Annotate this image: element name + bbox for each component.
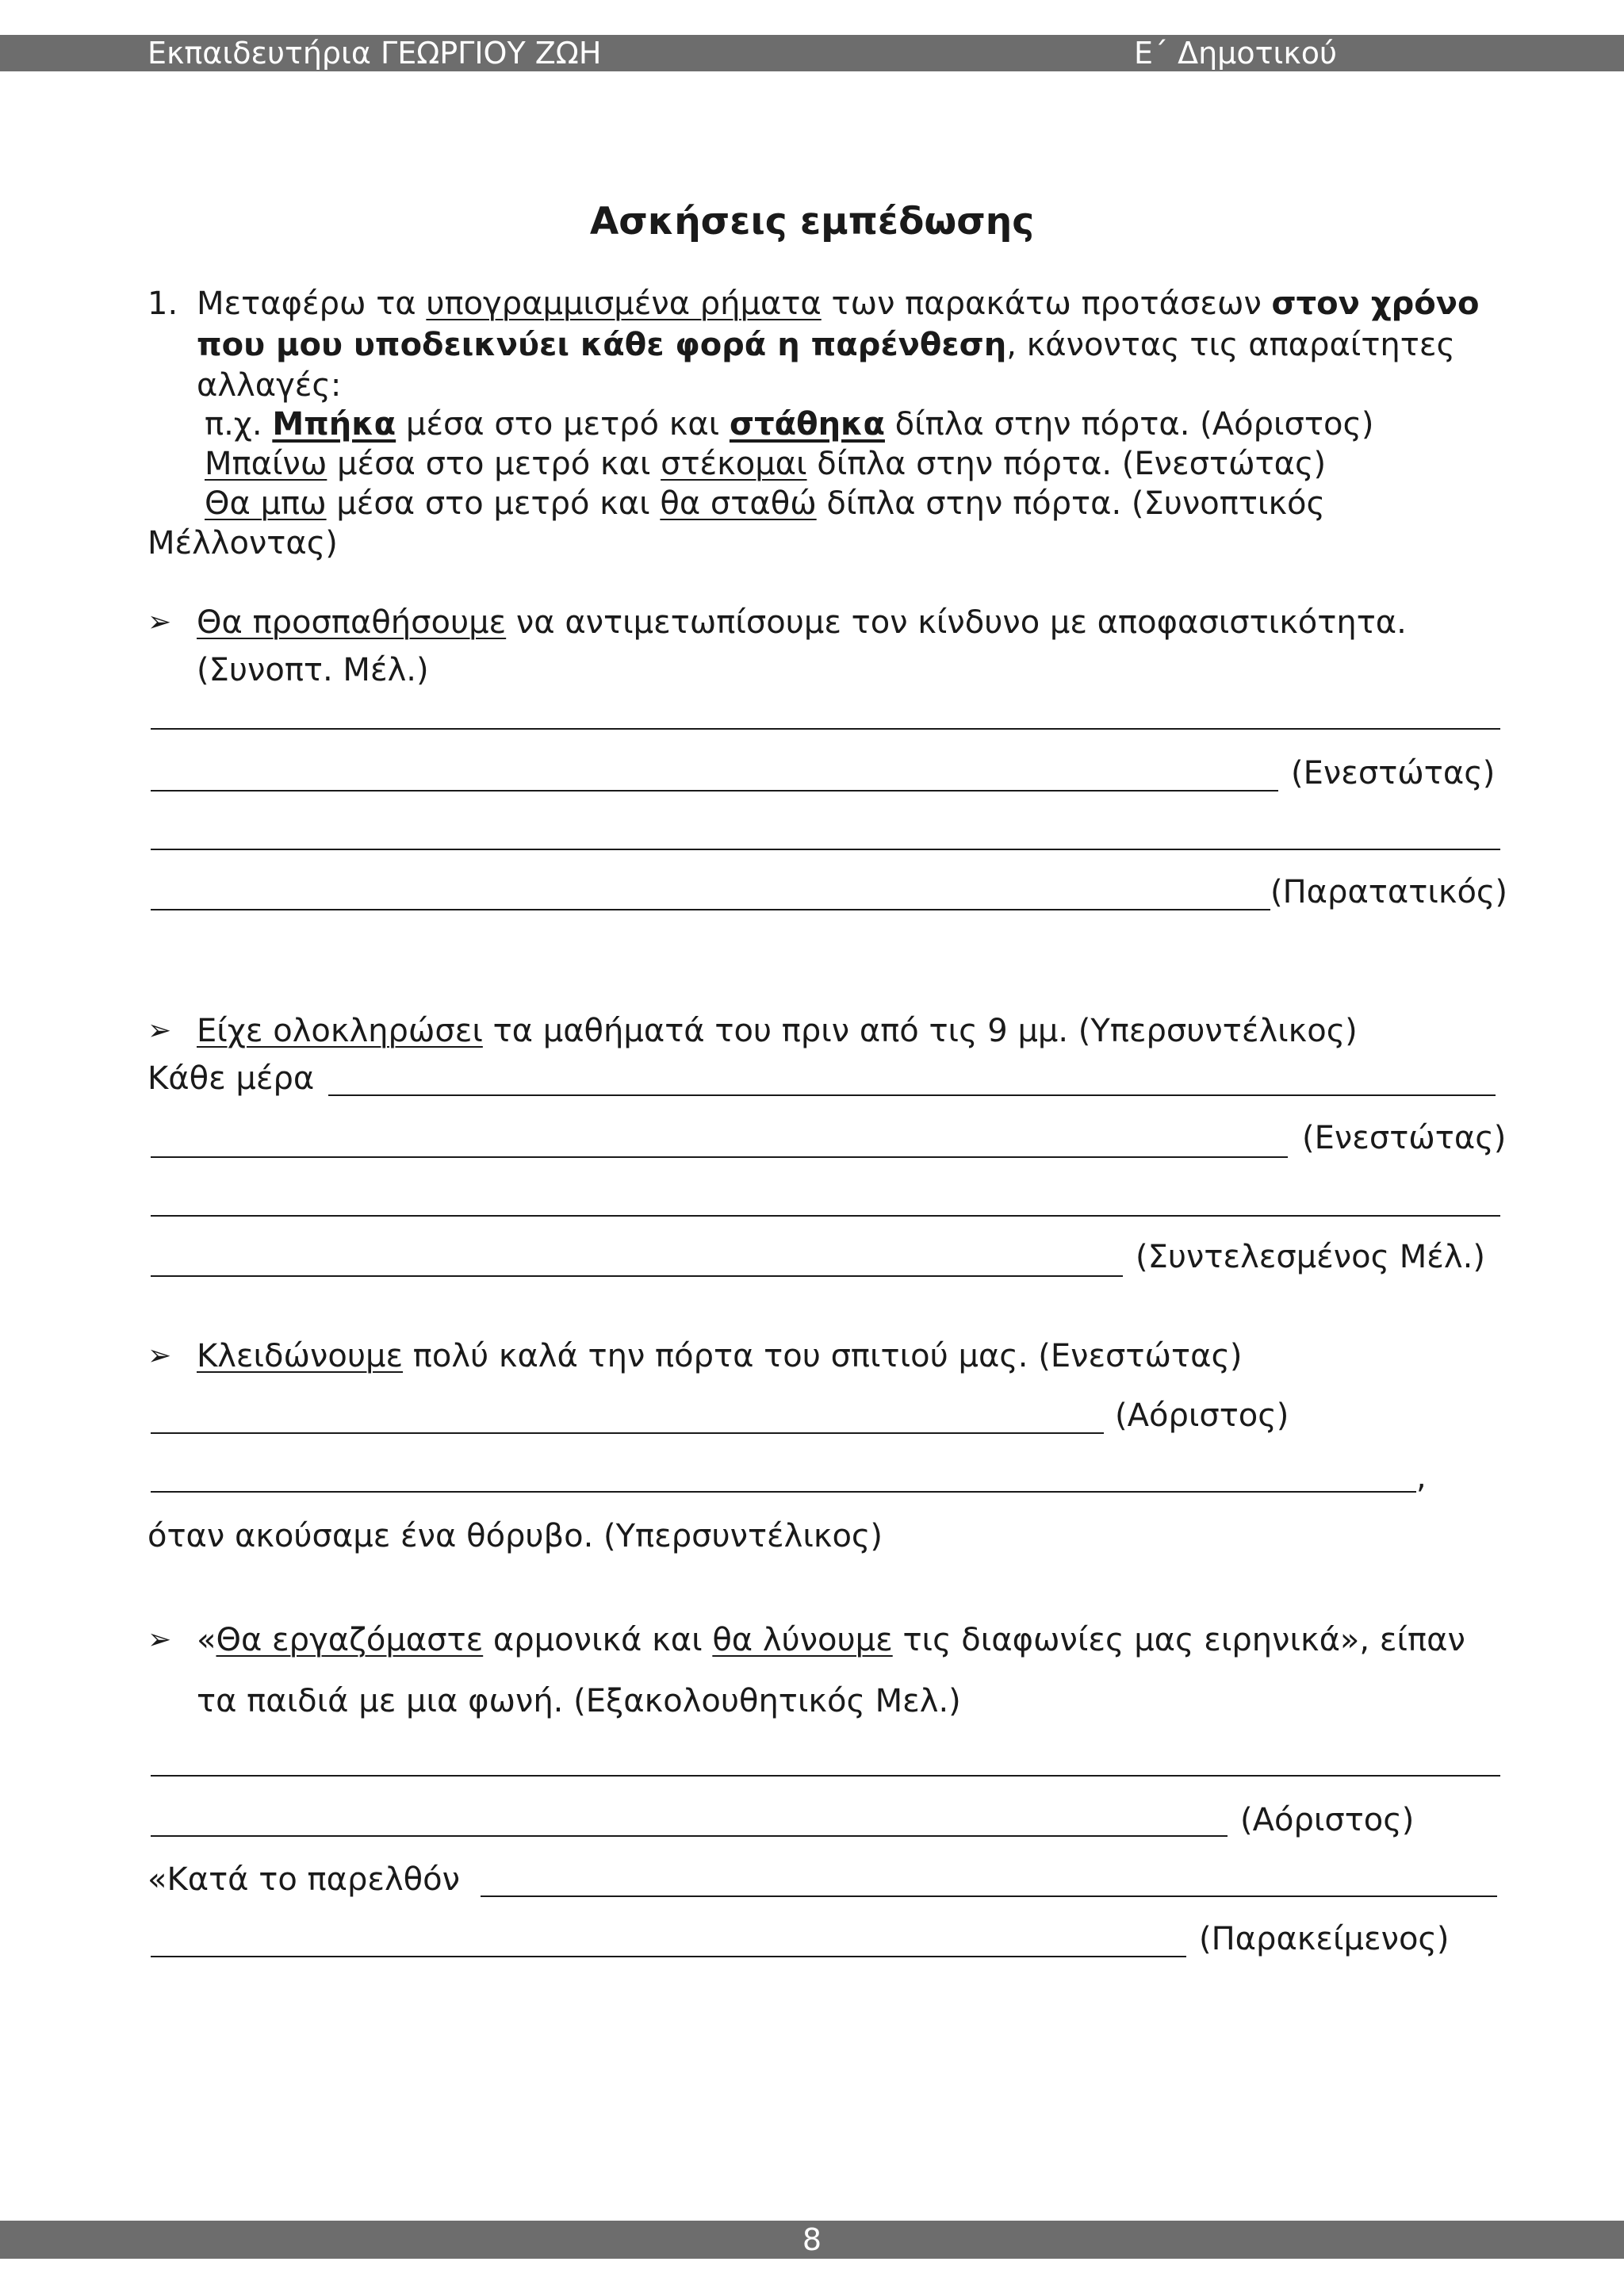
exercise-4-label-b: (Παρακείμενος) <box>1199 1921 1450 1957</box>
exercise-3-label-a: (Αόριστος) <box>1115 1397 1289 1434</box>
answer-line[interactable] <box>151 1432 1104 1434</box>
answer-line[interactable] <box>151 1215 1500 1217</box>
exercise-3-sentence: Κλειδώνουμε πολύ καλά την πόρτα του σπιτιού μας. (Ενεστώτας) <box>197 1338 1243 1374</box>
exercise-3-comma: , <box>1416 1459 1427 1496</box>
exercise-2-label-b: (Συντελεσμένος Μέλ.) <box>1136 1239 1485 1275</box>
header-school-name: Εκπαιδευτήρια ΓΕΩΡΓΙΟΥ ΖΩΗ <box>147 36 602 71</box>
exercise-2-sentence: Είχε ολοκληρώσει τα μαθήματά του πριν από τις 9 μμ. (Υπερσυντέλικος) <box>197 1013 1358 1049</box>
instruction-line-2: που μου υποδεικνύει κάθε φορά η παρένθεση, κάνοντας τις απαραίτητες <box>197 327 1455 363</box>
page-number: 8 <box>802 2222 822 2257</box>
exercise-4-sentence: «Θα εργαζόμαστε αρμονικά και θα λύνουμε τις διαφωνίες μας ειρηνικά», είπαν <box>197 1622 1465 1658</box>
arrow-bullet-icon: ➢ <box>147 606 172 638</box>
answer-line[interactable] <box>151 849 1500 850</box>
instruction-line-1: Μεταφέρω τα υπογραμμισμένα ρήματα των παρακάτω προτάσεων στον χρόνο <box>197 286 1480 322</box>
instruction-line-3: αλλαγές: <box>197 367 342 404</box>
example-line-1: π.χ. Μπήκα μέσα στο μετρό και στάθηκα δίπλα στην πόρτα. (Αόριστος) <box>205 406 1374 443</box>
page-title: Ασκήσεις εμπέδωσης <box>589 200 1035 243</box>
answer-line[interactable] <box>151 1275 1123 1277</box>
page-footer <box>0 2221 1624 2259</box>
answer-line[interactable] <box>151 1835 1228 1837</box>
arrow-bullet-icon: ➢ <box>147 1340 172 1372</box>
page-header <box>0 35 1624 71</box>
answer-line[interactable] <box>151 1491 1416 1493</box>
exercise-3-continuation: όταν ακούσαμε ένα θόρυβο. (Υπερσυντέλικος) <box>147 1518 883 1554</box>
answer-line[interactable] <box>328 1094 1496 1096</box>
exercise-4-tense: τα παιδιά με μια φωνή. (Εξακολουθητικός Μελ.) <box>197 1683 961 1719</box>
example-line-2: Μπαίνω μέσα στο μετρό και στέκομαι δίπλα στην πόρτα. (Ενεστώτας) <box>205 446 1327 482</box>
answer-line[interactable] <box>481 1895 1497 1897</box>
exercise-2-label-a: (Ενεστώτας) <box>1302 1120 1507 1156</box>
answer-line[interactable] <box>151 909 1270 910</box>
arrow-bullet-icon: ➢ <box>147 1014 172 1047</box>
answer-line[interactable] <box>151 790 1278 792</box>
exercise-4-start: «Κατά το παρελθόν <box>147 1861 460 1898</box>
answer-line[interactable] <box>151 728 1500 730</box>
header-grade: Ε΄ Δημοτικού <box>1134 36 1337 71</box>
exercise-2-start: Κάθε μέρα <box>147 1060 315 1097</box>
arrow-bullet-icon: ➢ <box>147 1623 172 1656</box>
answer-line[interactable] <box>151 1775 1500 1777</box>
instruction-number: 1. <box>147 286 178 322</box>
exercise-1-tense: (Συνοπτ. Μέλ.) <box>197 652 429 688</box>
exercise-1-label-b: (Παρατατικός) <box>1270 874 1508 910</box>
example-line-4: Μέλλοντας) <box>147 525 338 562</box>
exercise-1-label-a: (Ενεστώτας) <box>1291 755 1496 792</box>
exercise-1-sentence: Θα προσπαθήσουμε να αντιμετωπίσουμε τον κίνδυνο με αποφασιστικότητα. <box>197 604 1407 641</box>
answer-line[interactable] <box>151 1956 1186 1957</box>
answer-line[interactable] <box>151 1156 1288 1158</box>
exercise-4-label-a: (Αόριστος) <box>1240 1802 1415 1838</box>
example-line-3: Θα μπω μέσα στο μετρό και θα σταθώ δίπλα στην πόρτα. (Συνοπτικός <box>205 485 1325 522</box>
